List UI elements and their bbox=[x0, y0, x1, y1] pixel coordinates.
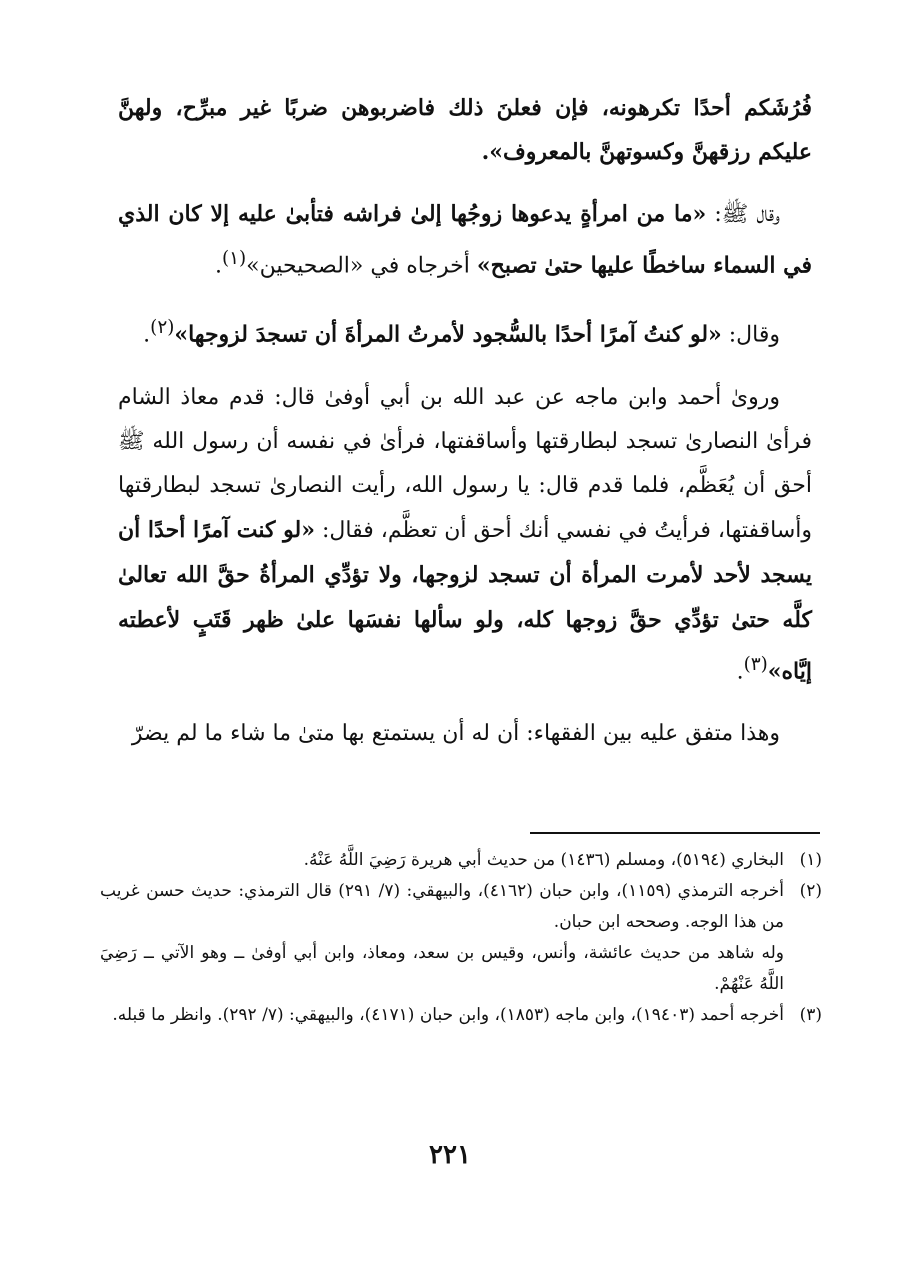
footnote-number: (١) bbox=[799, 850, 822, 870]
paragraph-4 bbox=[118, 376, 812, 694]
footnote-ref-1[interactable]: (١) bbox=[221, 248, 247, 269]
paragraph-3-end: . bbox=[143, 322, 151, 348]
footnote-number: (٢) bbox=[799, 881, 822, 901]
paragraph-2-intro: وقال ﷺ: bbox=[706, 202, 780, 227]
footnote-line: أخرجه أحمد (١٩٤٠٣)، وابن ماجه (١٨٥٣)، وابن حبان (٤١٧١)، والبيهقي: (٧/ ٢٩٢). وانظر ما قبله. bbox=[112, 1005, 784, 1025]
footnotes bbox=[100, 845, 822, 1031]
paragraph-2 bbox=[118, 192, 812, 288]
paragraph-4-end: . bbox=[736, 658, 744, 684]
paragraph-5-text: وهذا متفق عليه بين الفقهاء: أن له أن يستمتع بها متىٰ ما شاء ما لم يضرّ bbox=[131, 720, 780, 746]
paragraph-5 bbox=[118, 712, 812, 756]
paragraph-1-text: فُرُشَكم أحدًا تكرهونه، فإن فعلنَ ذلك فاضربوهن ضربًا غير مبرِّح، ولهنَّ عليكم رزقهنَّ وكسوتهنَّ بالمعروف». bbox=[118, 95, 812, 165]
paragraph-4-text: وروىٰ أحمد وابن ماجه عن عبد الله بن أبي أوفىٰ قال: قدم معاذ الشام فرأىٰ النصارىٰ تسجد لبطارقتها وأساقفتها، فرأىٰ في نفسه أن رسول الله ﷺ أحق أن يُعَظَّم، فلما قدم قال: يا رسول الله، رأيت النصارىٰ تسجد لبطارقتها وأساقفتها، فرأيتُ في نفسي أنك أحق أن تعظَّم، فقال: bbox=[118, 384, 812, 543]
footnote-separator bbox=[530, 832, 820, 834]
footnote-line: البخاري (٥١٩٤)، ومسلم (١٤٣٦) من حديث أبي هريرة رَضِيَ اللَّهُ عَنْهُ. bbox=[303, 850, 784, 870]
page-number: ٢٢١ bbox=[429, 1140, 471, 1170]
footnote-text bbox=[100, 1000, 784, 1031]
paragraph-3-intro: وقال: bbox=[721, 322, 780, 348]
footnote-line: أخرجه الترمذي (١١٥٩)، وابن حبان (٤١٦٢)، والبيهقي: (٧/ ٢٩١) قال الترمذي: حديث حسن غريب من هذا الوجه. وصححه ابن حبان. bbox=[100, 881, 785, 932]
footnote-ref-2[interactable]: (٢) bbox=[150, 317, 175, 339]
footnote-number: (٣) bbox=[799, 1005, 822, 1025]
paragraph-1 bbox=[118, 86, 812, 174]
hadith-quote-1: «ما من امرأةٍ يدعوها زوجُها إلىٰ فراشه فتأبىٰ عليه إلا كان الذي في السماء ساخطًا عليها حتىٰ تصبح» bbox=[118, 201, 812, 279]
footnote-3 bbox=[100, 1000, 822, 1031]
footnote-2 bbox=[100, 876, 822, 1000]
paragraph-3 bbox=[118, 306, 812, 357]
footnote-1 bbox=[100, 845, 822, 876]
page-body bbox=[118, 86, 812, 774]
paragraph-2-end: . bbox=[214, 253, 222, 279]
hadith-quote-2: «لو كنتُ آمرًا أحدًا بالسُّجود لأمرتُ المرأةَ أن تسجدَ لزوجها» bbox=[174, 321, 722, 348]
footnote-line: وله شاهد من حديث عائشة، وأنس، وقيس بن سعد، ومعاذ، وابن أبي أوفىٰ ــ وهو الآتي ــ رَضِيَ اللَّهُ عَنْهُمْ. bbox=[100, 943, 784, 994]
footnote-text bbox=[100, 845, 784, 876]
hadith-quote-3: «لو كنت آمرًا أحدًا أن يسجد لأحد لأمرت المرأة أن تسجد لزوجها، ولا تؤدِّي المرأةُ حقَّ الله تعالىٰ كلَّه حتىٰ تؤدِّي حقَّ زوجها كله، ولو سألها نفسَها علىٰ ظهر قَتَبٍ لأعطته إيَّاه» bbox=[118, 516, 812, 684]
footnote-text bbox=[100, 876, 784, 1000]
footnote-ref-3[interactable]: (٣) bbox=[743, 653, 768, 675]
paragraph-2-after: أخرجاه في «الصحيحين» bbox=[246, 253, 477, 279]
